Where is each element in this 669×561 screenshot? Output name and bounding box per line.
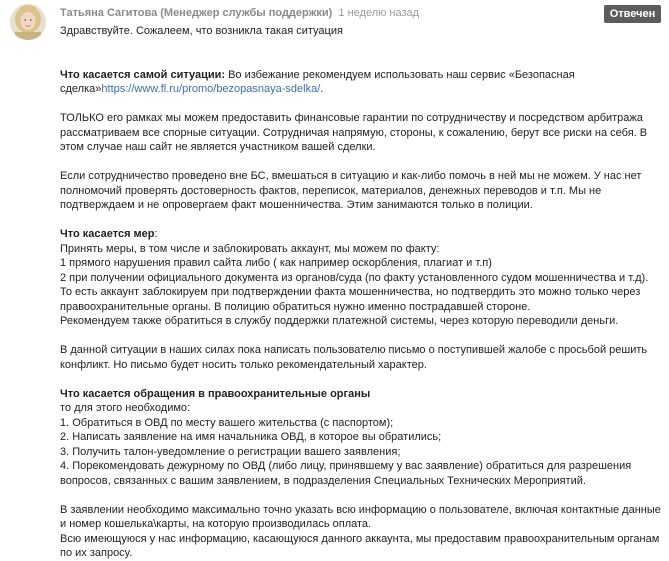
measures-line: Принять меры, в том числе и заблокировать аккаунт, мы можем по факту:: [60, 242, 440, 255]
paragraph-gap: [60, 39, 662, 54]
situation-text: Во избежание рекомендуем использовать наш сервис «Безопасная сделка»: [60, 68, 575, 95]
only-paragraph: ТОЛЬКО его рамках мы можем предоставить финансовые гарантии по сотрудничеству и посредством арбитража рассматриваем все спорные ситуации. Сотрудничая напрямую, стороны, к сожалению, берут все риски на себя. В этом случае наш сайт не является участником вашей сделки.: [60, 112, 648, 153]
avatar[interactable]: [10, 4, 46, 40]
police-heading: Что касается обращения в правоохранительные органы: [60, 387, 371, 400]
paragraph-gap: [60, 372, 662, 387]
measures-line: То есть аккаунт заблокируем при подтверждении факта мошенничества, но подтвердить это можно только через правоохранительные органы. В полицию обратиться нужно именно пострадавшей стороне.: [60, 286, 641, 313]
paragraph-gap: [60, 155, 662, 170]
paragraph-gap: [60, 53, 662, 68]
statement-paragraph: В заявлении необходимо максимально точно указать всю информацию о пользователе, включая контактные данные и номер кошелька\карты, на которую производилась оплата.: [60, 503, 661, 530]
comment-timestamp: 1 неделю назад: [338, 7, 420, 19]
measures-line: Рекомендуем также обратиться в службу поддержки платежной системы, через которую переводили деньги.: [60, 315, 619, 327]
police-line: 4. Порекомендовать дежурному по ОВД (либо лицу, принявшему у вас заявление) обратиться для разрешения вопросов, связанных с вашим заявлением, в подразделения Специальных Технических Мероприятий.: [60, 460, 632, 487]
current-situation-paragraph: В данной ситуации в наших силах пока написать пользователю письмо о поступившей жалобе с просьбой решить конфликт. Но письмо будет носить только рекомендательный характер.: [60, 344, 648, 371]
author-name[interactable]: Татьяна Сагитова (Менеджер службы поддержки): [60, 7, 333, 19]
reply-button[interactable]: Отвечен: [604, 5, 661, 23]
paragraph-gap: [60, 488, 662, 503]
paragraph-gap: [60, 329, 662, 344]
measures-line: 2 при получении официального документа из органов/суда (по факту установленного судом мошенничества и т.д).: [60, 271, 649, 284]
situation-heading: Что касается самой ситуации:: [60, 68, 226, 81]
greeting-text: Здравствуйте. Сожалеем, что возникла такая ситуация: [60, 25, 343, 37]
measures-line: 1 прямого нарушения правил сайта либо ( как например оскорбления, плагиат и т.п): [60, 257, 492, 269]
measures-heading: Что касается мер: [60, 228, 155, 240]
police-line: 3. Получить талон-уведомление о регистрации вашего заявления;: [60, 445, 401, 458]
link-suffix: .: [320, 83, 324, 95]
police-line: то для этого необходимо:: [60, 402, 191, 414]
safe-deal-link[interactable]: https://www.fl.ru/promo/bezopasnaya-sdelka/: [101, 83, 321, 95]
police-heading-line: [60, 387, 662, 402]
police-line: 1. Обратиться в ОВД по месту вашего жительства (с паспортом);: [60, 416, 394, 429]
paragraph-gap: [60, 97, 662, 112]
last-paragraph: Всю имеющуюся у нас информацию, касающуюся данного аккаунта, мы предоставим правоохранительным органам по их запросу.: [60, 532, 660, 559]
police-line: 2. Написать заявление на имя начальника ОВД, в которое вы обратились;: [60, 431, 442, 443]
measures-heading-line: [60, 227, 662, 242]
outside-paragraph: Если сотрудничество проведено вне БС, вмешаться в ситуацию и как-либо помочь в ней мы не можем. У нас нет полномочий проверять достоверность фактов, переписок, материалов, денежных переводов и т.п. Мы не подтверждаем и не опровергаем факт мошенничества. Этим занимаются только в полиции.: [60, 170, 642, 211]
avatar-image: [10, 4, 46, 40]
measures-heading-suffix: :: [154, 228, 158, 240]
paragraph-gap: [60, 213, 662, 228]
situation-paragraph: [60, 68, 662, 97]
comment-header: [60, 6, 419, 20]
comment-body: [60, 24, 662, 561]
